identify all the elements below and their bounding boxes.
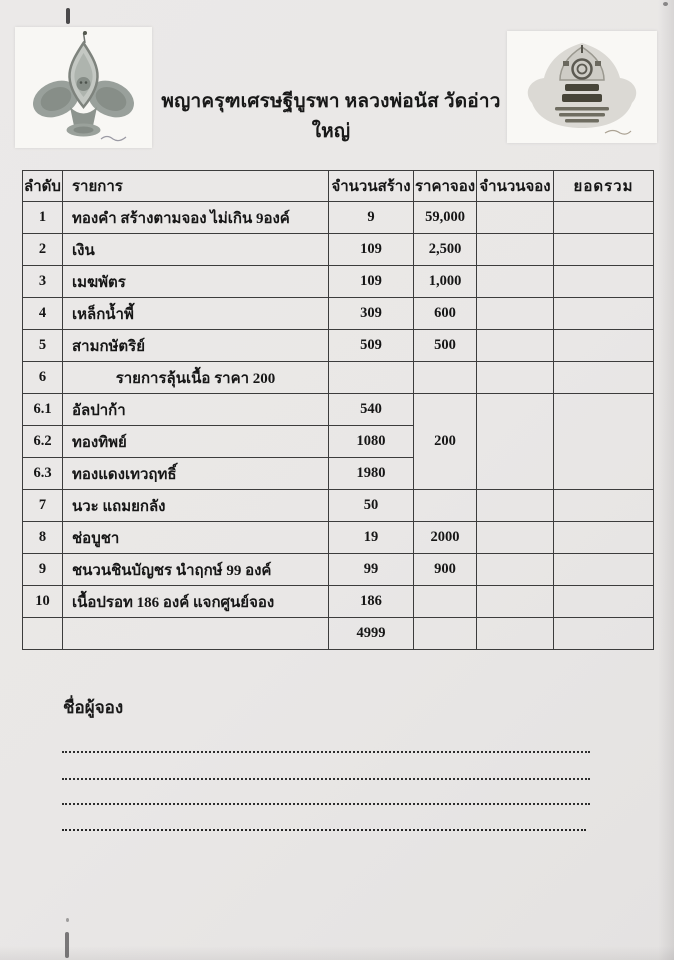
garuda-amulet-icon	[15, 27, 152, 148]
cell-item: เมฆพัตร	[63, 266, 329, 298]
cell-made-total: 4999	[329, 618, 414, 650]
scan-edge-shade	[658, 0, 674, 960]
cell-item: เหล็กน้ำพี้	[63, 298, 329, 330]
cell-price: 1,000	[414, 266, 477, 298]
cell-made: 540	[329, 394, 414, 426]
table-row	[23, 554, 654, 586]
cell-total-merged	[554, 394, 654, 490]
cell-price: 500	[414, 330, 477, 362]
cell-price: 600	[414, 298, 477, 330]
cell-total	[554, 298, 654, 330]
signature-line	[62, 751, 590, 753]
signature-line	[62, 778, 590, 780]
table-total-row	[23, 618, 654, 650]
header-total: ยอดรวม	[554, 171, 654, 202]
cell-item	[63, 618, 329, 650]
cell-total	[554, 362, 654, 394]
cell-no	[23, 618, 63, 650]
cell-total	[554, 522, 654, 554]
cell-made: 99	[329, 554, 414, 586]
cell-made: 1080	[329, 426, 414, 458]
cell-total	[554, 586, 654, 618]
cell-item: อัลปาก้า	[63, 394, 329, 426]
table-row	[23, 202, 654, 234]
cell-item: นวะ แถมยกลัง	[63, 490, 329, 522]
header-no: ลำดับ	[23, 171, 63, 202]
cell-reserved	[477, 234, 554, 266]
cell-price	[414, 490, 477, 522]
cell-reserved	[477, 586, 554, 618]
signature-line	[62, 829, 586, 831]
cell-made: 509	[329, 330, 414, 362]
table-header-row	[23, 171, 654, 202]
cell-made	[329, 362, 414, 394]
cell-made: 109	[329, 266, 414, 298]
cell-reserved	[477, 618, 554, 650]
garuda-amulet-front-photo	[15, 27, 152, 148]
cell-no: 9	[23, 554, 63, 586]
cell-made: 50	[329, 490, 414, 522]
cell-made: 186	[329, 586, 414, 618]
page-title: พญาครุฑเศรษฐีบูรพา หลวงพ่อนัส วัดอ่าวใหญ่	[161, 91, 501, 142]
cell-made: 19	[329, 522, 414, 554]
cell-price-merged: 200	[414, 394, 477, 490]
cell-no: 7	[23, 490, 63, 522]
header-price: ราคาจอง	[414, 171, 477, 202]
cell-made: 9	[329, 202, 414, 234]
table-row	[23, 234, 654, 266]
header-made: จำนวนสร้าง	[329, 171, 414, 202]
cell-no: 6.3	[23, 458, 63, 490]
table-row	[23, 266, 654, 298]
cell-price: 59,000	[414, 202, 477, 234]
cell-no: 6.2	[23, 426, 63, 458]
reserver-name-label: ชื่อผู้จอง	[63, 698, 124, 717]
table-row	[23, 522, 654, 554]
order-table	[22, 170, 654, 650]
cell-made: 109	[329, 234, 414, 266]
cell-no: 8	[23, 522, 63, 554]
scan-artifact	[66, 8, 70, 24]
cell-reserved	[477, 266, 554, 298]
table-row	[23, 330, 654, 362]
cell-price	[414, 362, 477, 394]
scan-edge-shade	[0, 946, 674, 960]
cell-item: สามกษัตริย์	[63, 330, 329, 362]
cell-total	[554, 554, 654, 586]
cell-price: 900	[414, 554, 477, 586]
cell-no: 3	[23, 266, 63, 298]
table-row	[23, 298, 654, 330]
amulet-back-icon	[507, 31, 657, 143]
cell-no: 6	[23, 362, 63, 394]
cell-item: รายการลุ้นเนื้อ ราคา 200	[63, 362, 329, 394]
cell-total	[554, 330, 654, 362]
amulet-back-photo	[507, 31, 657, 143]
cell-item: ช่อบูชา	[63, 522, 329, 554]
table-row	[23, 394, 654, 426]
cell-total	[554, 618, 654, 650]
cell-item: ทองคำ สร้างตามจอง ไม่เกิน 9องค์	[63, 202, 329, 234]
cell-price	[414, 618, 477, 650]
cell-price: 2000	[414, 522, 477, 554]
cell-no: 5	[23, 330, 63, 362]
cell-total	[554, 234, 654, 266]
cell-made: 309	[329, 298, 414, 330]
cell-total	[554, 490, 654, 522]
cell-item: เงิน	[63, 234, 329, 266]
cell-no: 1	[23, 202, 63, 234]
cell-reserved	[477, 330, 554, 362]
cell-no: 2	[23, 234, 63, 266]
cell-reserved	[477, 362, 554, 394]
table-row	[23, 490, 654, 522]
cell-reserved	[477, 202, 554, 234]
cell-item: เนื้อปรอท 186 องค์ แจกศูนย์จอง	[63, 586, 329, 618]
cell-total	[554, 266, 654, 298]
cell-no: 6.1	[23, 394, 63, 426]
cell-price	[414, 586, 477, 618]
scan-artifact	[66, 918, 69, 922]
cell-reserved	[477, 298, 554, 330]
cell-item: ทองแดงเทวฤทธิ์	[63, 458, 329, 490]
cell-made: 1980	[329, 458, 414, 490]
header-reserved: จำนวนจอง	[477, 171, 554, 202]
table-row	[23, 586, 654, 618]
cell-item: ทองทิพย์	[63, 426, 329, 458]
cell-reserved	[477, 490, 554, 522]
signature-line	[62, 803, 590, 805]
cell-no: 4	[23, 298, 63, 330]
cell-total	[554, 202, 654, 234]
cell-reserved-merged	[477, 394, 554, 490]
header-item: รายการ	[63, 171, 329, 202]
cell-item: ชนวนชินบัญชร นำฤกษ์ 99 องค์	[63, 554, 329, 586]
table-row-section	[23, 362, 654, 394]
cell-reserved	[477, 522, 554, 554]
cell-no: 10	[23, 586, 63, 618]
cell-price: 2,500	[414, 234, 477, 266]
cell-reserved	[477, 554, 554, 586]
